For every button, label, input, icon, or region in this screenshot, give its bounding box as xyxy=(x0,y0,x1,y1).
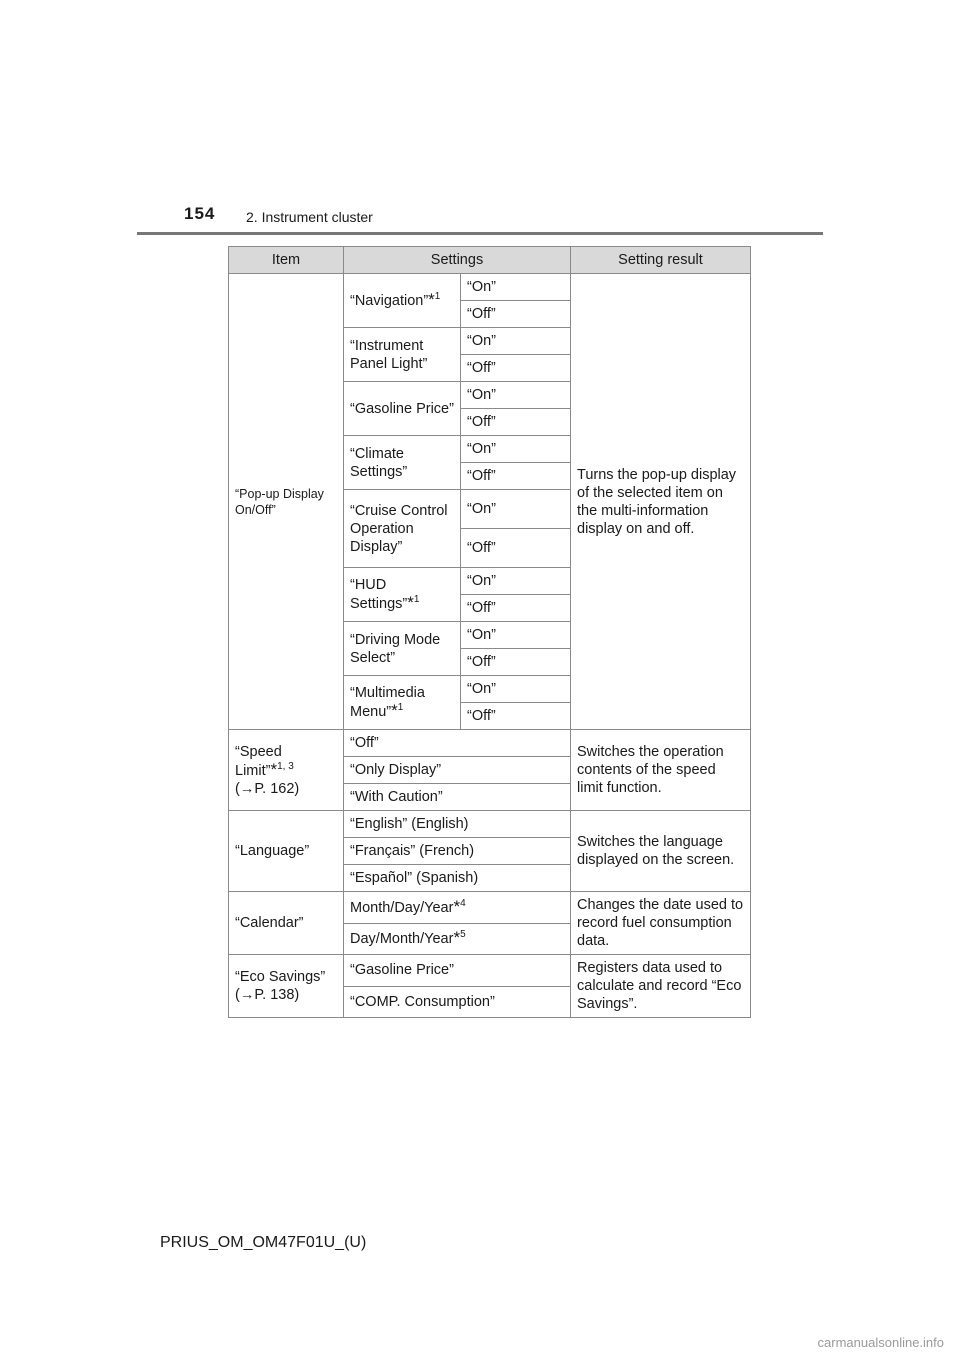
setting-value: “Only Display” xyxy=(344,757,571,784)
arrow-right-icon: → xyxy=(239,780,255,797)
asterisk-icon: * xyxy=(407,593,414,612)
value-off: “Off” xyxy=(461,595,571,622)
asterisk-icon: * xyxy=(270,759,278,779)
item-language: “Language” xyxy=(229,811,344,892)
sub-item-gasoline-price: “Gasoline Price” xyxy=(344,382,461,436)
sub-item-instrument-panel-light: “Instrument Panel Light” xyxy=(344,328,461,382)
value-off: “Off” xyxy=(461,301,571,328)
item-calendar: “Calendar” xyxy=(229,892,344,955)
arrow-right-icon: → xyxy=(239,987,255,1003)
table-row xyxy=(229,811,751,838)
column-header-setting-result: Setting result xyxy=(571,247,751,274)
table-row xyxy=(229,892,751,924)
asterisk-icon: * xyxy=(391,701,398,720)
footnote-ref: 1 xyxy=(413,594,420,606)
value-on: “On” xyxy=(461,328,571,355)
footnote-ref: 1, 3 xyxy=(277,760,294,772)
asterisk-icon: * xyxy=(453,928,461,948)
asterisk-icon: * xyxy=(453,896,461,916)
document-code: PRIUS_OM_OM47F01U_(U) xyxy=(160,1234,367,1251)
table-row xyxy=(229,730,751,757)
value-on: “On” xyxy=(461,568,571,595)
table-row xyxy=(229,274,751,301)
value-on: “On” xyxy=(461,622,571,649)
asterisk-icon: * xyxy=(428,290,435,309)
header-rule xyxy=(137,232,823,235)
value-off: “Off” xyxy=(461,649,571,676)
value-off: “Off” xyxy=(461,703,571,730)
result-eco-savings: Registers data used to calculate and record “Eco Savings”. xyxy=(571,955,751,1018)
page-number: 154 xyxy=(184,204,216,223)
setting-value: “COMP. Consumption” xyxy=(344,986,571,1018)
sub-item-cruise-control-display: “Cruise Control Operation Display” xyxy=(344,490,461,568)
setting-value: “English” (English) xyxy=(344,811,571,838)
setting-value: Day/Month/Year*$^5$ xyxy=(344,923,571,955)
footnote-ref: 4 xyxy=(460,897,466,909)
section-title: 2. Instrument cluster xyxy=(246,209,373,225)
setting-value: Month/Day/Year*$^4$ xyxy=(344,892,571,924)
footnote-ref: 1 xyxy=(397,702,404,714)
sub-item-navigation: “Navigation”*$^1$ xyxy=(344,274,461,328)
setting-value: “Español” (Spanish) xyxy=(344,865,571,892)
watermark: carmanualsonline.info xyxy=(817,1335,944,1350)
value-on: “On” xyxy=(461,490,571,529)
value-off: “Off” xyxy=(461,355,571,382)
setting-value: “With Caution” xyxy=(344,784,571,811)
value-on: “On” xyxy=(461,274,571,301)
value-off: “Off” xyxy=(461,463,571,490)
value-on: “On” xyxy=(461,382,571,409)
item-eco-savings: “Eco Savings” (→P. 138) xyxy=(229,955,344,1018)
page-reference: P. 138) xyxy=(254,987,300,1003)
sub-item-multimedia-menu: “Multimedia Menu”*$^1$ xyxy=(344,676,461,730)
page-reference: P. 162) xyxy=(254,780,300,797)
sub-item-climate-settings: “Climate Settings” xyxy=(344,436,461,490)
sub-item-driving-mode-select: “Driving Mode Select” xyxy=(344,622,461,676)
item-speed-limit: “Speed Limit”*$^{1, 3}$ (→P. 162) xyxy=(229,730,344,811)
result-language: Switches the language displayed on the screen. xyxy=(571,811,751,892)
value-on: “On” xyxy=(461,676,571,703)
footnote-ref: 1 xyxy=(434,291,441,303)
result-popup-display: Turns the pop-up display of the selected item on the multi-information display on and off. xyxy=(571,274,751,730)
setting-value: “Off” xyxy=(344,730,571,757)
column-header-item: Item xyxy=(229,247,344,274)
setting-value: “Gasoline Price” xyxy=(344,955,571,987)
footnote-ref: 5 xyxy=(460,929,466,941)
value-on: “On” xyxy=(461,436,571,463)
result-speed-limit: Switches the operation contents of the speed limit function. xyxy=(571,730,751,811)
settings-table xyxy=(228,246,751,1018)
value-off: “Off” xyxy=(461,529,571,568)
sub-item-hud-settings: “HUD Settings”*$^1$ xyxy=(344,568,461,622)
item-popup-display: “Pop-up Display On/Off” xyxy=(229,274,344,730)
setting-value: “Français” (French) xyxy=(344,838,571,865)
table-row xyxy=(229,955,751,987)
table-header-row xyxy=(229,247,751,274)
result-calendar: Changes the date used to record fuel consumption data. xyxy=(571,892,751,955)
value-off: “Off” xyxy=(461,409,571,436)
column-header-settings: Settings xyxy=(344,247,571,274)
